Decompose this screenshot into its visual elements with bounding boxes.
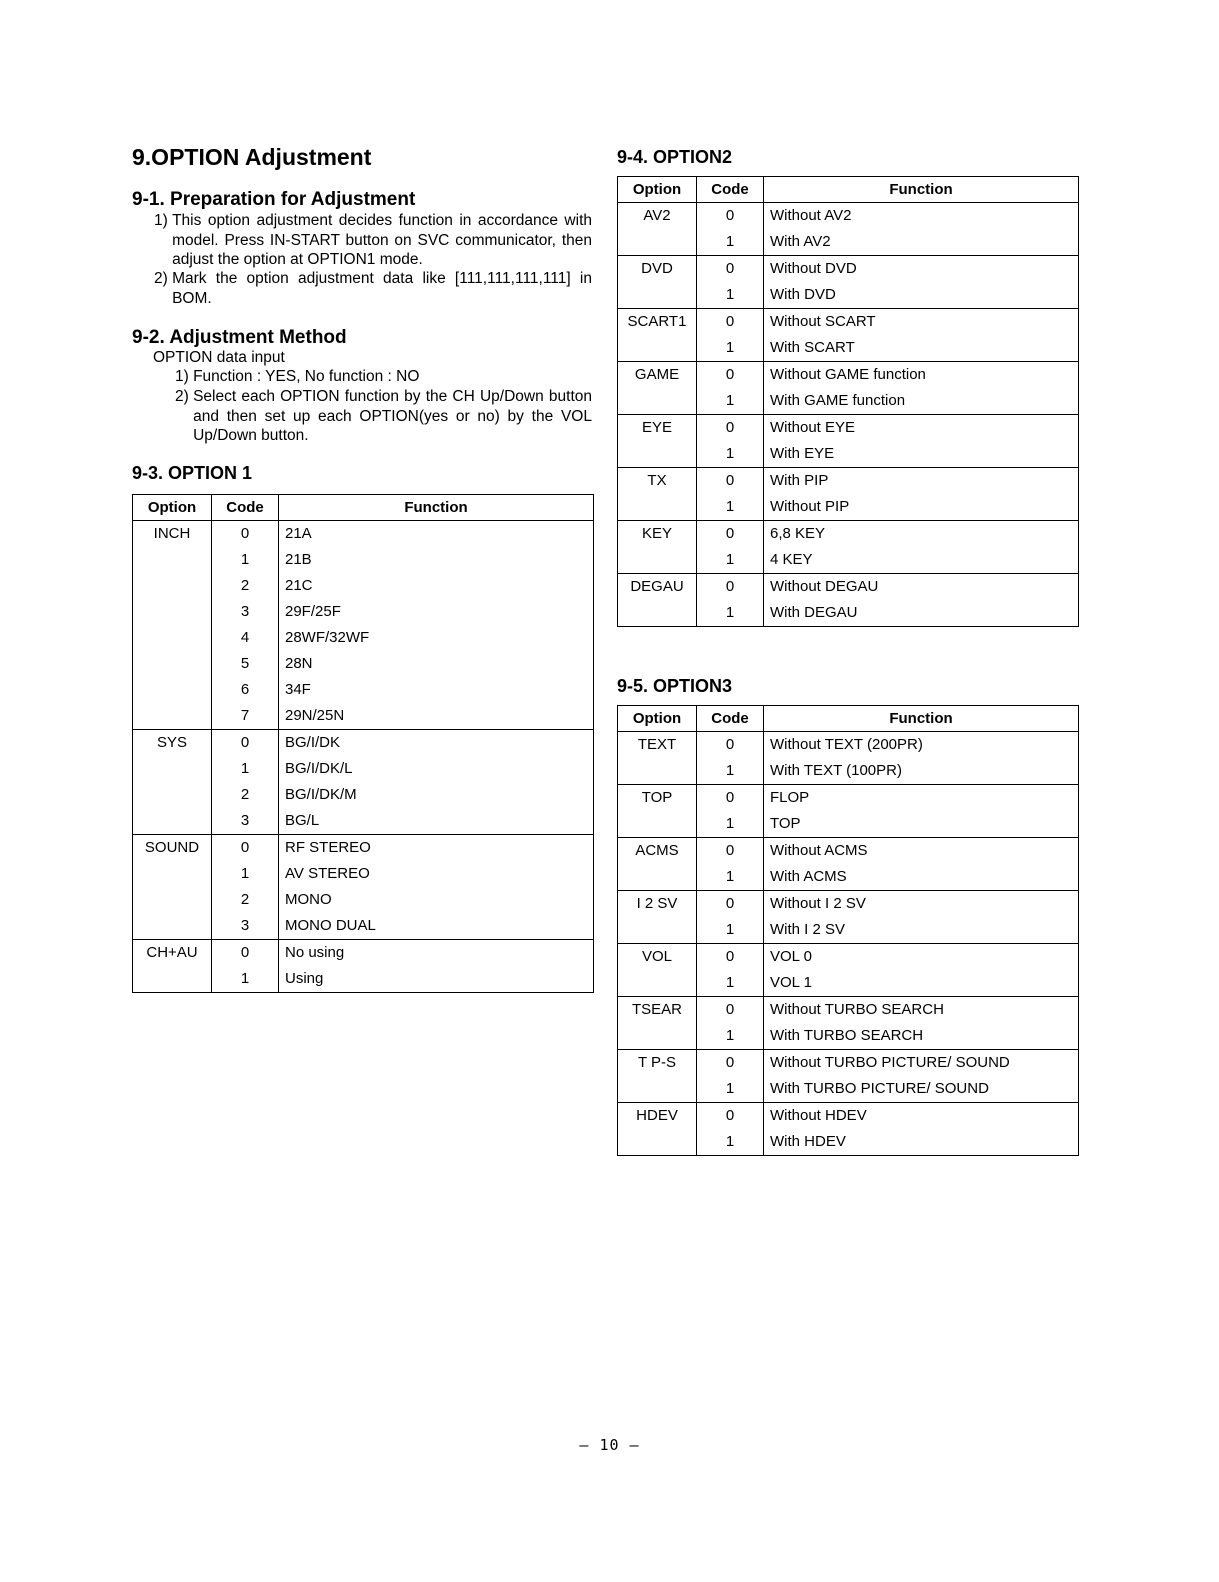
option-code: 1 xyxy=(697,970,764,997)
option-function: 21B xyxy=(279,547,594,573)
option-function: BG/I/DK/L xyxy=(279,756,594,782)
option-name: TOP xyxy=(618,785,697,838)
option-name: GAME xyxy=(618,362,697,415)
option-code: 1 xyxy=(212,861,279,887)
option-function: Without DEGAU xyxy=(764,574,1079,601)
option-code: 5 xyxy=(212,651,279,677)
table-row xyxy=(618,521,1079,548)
option-function: 21C xyxy=(279,573,594,599)
table-row xyxy=(618,468,1079,495)
option-code: 0 xyxy=(697,468,764,495)
option-code: 6 xyxy=(212,677,279,703)
option-code: 1 xyxy=(697,1129,764,1156)
option-function: BG/I/DK/M xyxy=(279,782,594,808)
option-code: 3 xyxy=(212,808,279,835)
table-row xyxy=(618,309,1079,336)
option-function: With DEGAU xyxy=(764,600,1079,627)
option-function: 28WF/32WF xyxy=(279,625,594,651)
option-function: Without DVD xyxy=(764,256,1079,283)
option-function: AV STEREO xyxy=(279,861,594,887)
option-function: Without GAME function xyxy=(764,362,1079,389)
option-name: AV2 xyxy=(618,203,697,256)
option2-title: 9-4. OPTION2 xyxy=(617,147,733,167)
option-function: 6,8 KEY xyxy=(764,521,1079,548)
section-preparation-title: 9-1. Preparation for Adjustment xyxy=(132,189,416,210)
header-function: Function xyxy=(764,706,1079,732)
header-function: Function xyxy=(279,495,594,521)
option-function: Without I 2 SV xyxy=(764,891,1079,918)
option-name: TEXT xyxy=(618,732,697,785)
option-code: 1 xyxy=(697,758,764,785)
option-function: With HDEV xyxy=(764,1129,1079,1156)
option-name: KEY xyxy=(618,521,697,574)
option-function: BG/I/DK xyxy=(279,730,594,757)
table-row xyxy=(618,1103,1079,1130)
option-code: 1 xyxy=(697,229,764,256)
option-code: 0 xyxy=(697,1103,764,1130)
option-name: ACMS xyxy=(618,838,697,891)
option-function: MONO DUAL xyxy=(279,913,594,940)
option-function: Using xyxy=(279,966,594,993)
page-title: 9.OPTION Adjustment xyxy=(132,144,372,170)
table-row xyxy=(618,944,1079,971)
option-name: SYS xyxy=(133,730,212,835)
option-function: RF STEREO xyxy=(279,835,594,862)
option3-table xyxy=(617,705,1079,1156)
option-function: 4 KEY xyxy=(764,547,1079,574)
table-row xyxy=(618,997,1079,1024)
method-intro: OPTION data input xyxy=(153,349,285,366)
option-function: With AV2 xyxy=(764,229,1079,256)
option2-table xyxy=(617,176,1079,627)
option-function: Without TEXT (200PR) xyxy=(764,732,1079,759)
option-function: 34F xyxy=(279,677,594,703)
option-code: 1 xyxy=(697,335,764,362)
preparation-item-1: 1) This option adjustment decides function in accordance with model. Press IN-START button on SVC communicator, then adjust the option at OPTION1 mode. xyxy=(154,212,592,268)
option-function: 28N xyxy=(279,651,594,677)
option-code: 0 xyxy=(697,891,764,918)
method-item-2: 2) Select each OPTION function by the CH Up/Down button and then set up each OPTION(yes or no) by the VOL Up/Down button. xyxy=(175,388,592,444)
option-name: TSEAR xyxy=(618,997,697,1050)
option-function: With EYE xyxy=(764,441,1079,468)
table-row xyxy=(133,730,594,757)
option-function: Without TURBO PICTURE/ SOUND xyxy=(764,1050,1079,1077)
table-row xyxy=(618,415,1079,442)
method-item-1: 1) Function : YES, No function : NO xyxy=(175,368,420,385)
option-code: 1 xyxy=(697,494,764,521)
option-code: 0 xyxy=(697,838,764,865)
option-function: With DVD xyxy=(764,282,1079,309)
option-function: VOL 0 xyxy=(764,944,1079,971)
option-code: 1 xyxy=(697,600,764,627)
option-function: With TURBO PICTURE/ SOUND xyxy=(764,1076,1079,1103)
option-name: HDEV xyxy=(618,1103,697,1156)
option-code: 0 xyxy=(697,785,764,812)
table-row xyxy=(618,785,1079,812)
option-name: DEGAU xyxy=(618,574,697,627)
option-code: 0 xyxy=(697,203,764,230)
option-function: Without ACMS xyxy=(764,838,1079,865)
option-function: With ACMS xyxy=(764,864,1079,891)
option-function: 29N/25N xyxy=(279,703,594,730)
option-function: BG/L xyxy=(279,808,594,835)
table-row xyxy=(133,521,594,548)
option-function: Without PIP xyxy=(764,494,1079,521)
page-number: – 10 – xyxy=(579,1436,640,1454)
option-code: 3 xyxy=(212,599,279,625)
option-code: 1 xyxy=(697,811,764,838)
option-code: 4 xyxy=(212,625,279,651)
header-option: Option xyxy=(618,177,697,203)
option1-title: 9-3. OPTION 1 xyxy=(132,463,253,483)
table-row xyxy=(618,203,1079,230)
table-row xyxy=(618,891,1079,918)
option-function: Without HDEV xyxy=(764,1103,1079,1130)
option-name: EYE xyxy=(618,415,697,468)
option-code: 0 xyxy=(697,415,764,442)
option-code: 2 xyxy=(212,887,279,913)
option-code: 0 xyxy=(212,521,279,548)
table-row xyxy=(133,835,594,862)
table-row xyxy=(618,732,1079,759)
option-code: 1 xyxy=(697,547,764,574)
option-name: VOL xyxy=(618,944,697,997)
option3-title: 9-5. OPTION3 xyxy=(617,676,733,696)
option-function: With SCART xyxy=(764,335,1079,362)
option-function: With TURBO SEARCH xyxy=(764,1023,1079,1050)
option-code: 1 xyxy=(697,864,764,891)
option-name: SOUND xyxy=(133,835,212,940)
option-code: 2 xyxy=(212,782,279,808)
option-function: TOP xyxy=(764,811,1079,838)
option-name: CH+AU xyxy=(133,940,212,993)
option-code: 1 xyxy=(697,282,764,309)
table-row xyxy=(618,1050,1079,1077)
option-code: 1 xyxy=(697,1023,764,1050)
option-code: 0 xyxy=(697,1050,764,1077)
option-function: MONO xyxy=(279,887,594,913)
option-name: I 2 SV xyxy=(618,891,697,944)
option-function: Without SCART xyxy=(764,309,1079,336)
option-code: 1 xyxy=(212,756,279,782)
option-code: 1 xyxy=(212,547,279,573)
option-function: VOL 1 xyxy=(764,970,1079,997)
option-function: FLOP xyxy=(764,785,1079,812)
option-function: With TEXT (100PR) xyxy=(764,758,1079,785)
option-code: 0 xyxy=(697,309,764,336)
table-row xyxy=(618,256,1079,283)
option-code: 0 xyxy=(212,730,279,757)
header-option: Option xyxy=(133,495,212,521)
option-function: Without EYE xyxy=(764,415,1079,442)
option1-table xyxy=(132,494,594,993)
option-function: 29F/25F xyxy=(279,599,594,625)
option-function: No using xyxy=(279,940,594,967)
option-code: 1 xyxy=(697,917,764,944)
header-code: Code xyxy=(697,177,764,203)
option-function: Without AV2 xyxy=(764,203,1079,230)
header-function: Function xyxy=(764,177,1079,203)
option-name: DVD xyxy=(618,256,697,309)
option-code: 0 xyxy=(697,997,764,1024)
table-row xyxy=(618,574,1079,601)
option-function: 21A xyxy=(279,521,594,548)
option-code: 0 xyxy=(212,940,279,967)
option-code: 1 xyxy=(212,966,279,993)
option-code: 0 xyxy=(697,732,764,759)
option-code: 0 xyxy=(697,944,764,971)
option-code: 0 xyxy=(697,256,764,283)
option-code: 7 xyxy=(212,703,279,730)
option-function: With GAME function xyxy=(764,388,1079,415)
preparation-item-2: 2) Mark the option adjustment data like [111,111,111,111] in BOM. xyxy=(154,270,592,307)
header-code: Code xyxy=(697,706,764,732)
option-code: 1 xyxy=(697,388,764,415)
option-function: Without TURBO SEARCH xyxy=(764,997,1079,1024)
header-code: Code xyxy=(212,495,279,521)
option-code: 1 xyxy=(697,1076,764,1103)
header-option: Option xyxy=(618,706,697,732)
option-code: 3 xyxy=(212,913,279,940)
option-name: TX xyxy=(618,468,697,521)
option-code: 0 xyxy=(697,574,764,601)
table-row xyxy=(133,940,594,967)
table-row xyxy=(618,362,1079,389)
option-name: T P-S xyxy=(618,1050,697,1103)
option-code: 0 xyxy=(697,362,764,389)
option-name: SCART1 xyxy=(618,309,697,362)
option-function: With PIP xyxy=(764,468,1079,495)
option-code: 2 xyxy=(212,573,279,599)
option-function: With I 2 SV xyxy=(764,917,1079,944)
section-method-title: 9-2. Adjustment Method xyxy=(132,327,347,348)
option-name: INCH xyxy=(133,521,212,730)
option-code: 0 xyxy=(212,835,279,862)
option-code: 0 xyxy=(697,521,764,548)
option-code: 1 xyxy=(697,441,764,468)
table-row xyxy=(618,838,1079,865)
